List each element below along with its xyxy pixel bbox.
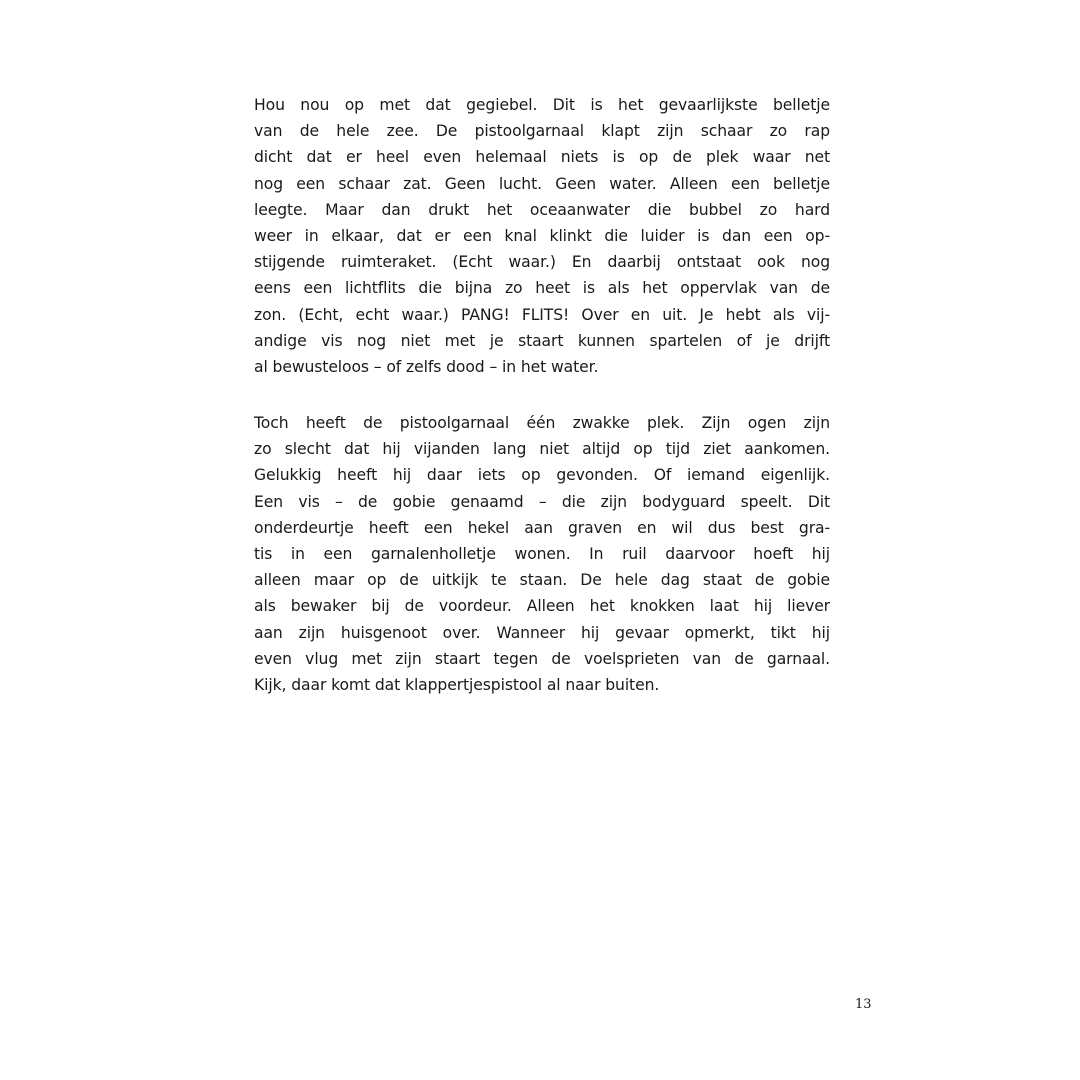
text-line: tis in een garnalenholletje wonen. In ruil daarvoor hoeft hij	[254, 544, 830, 563]
text-line: andige vis nog niet met je staart kunnen spartelen of je drijft	[254, 331, 830, 350]
text-line: nog een schaar zat. Geen lucht. Geen water. Alleen een belletje	[254, 174, 830, 193]
text-line: eens een lichtflits die bijna zo heet is als het oppervlak van de	[254, 279, 830, 298]
text-line: al bewusteloos – of zelfs dood – in het water.	[254, 357, 599, 376]
text-line: dicht dat er heel even helemaal niets is op de plek waar net	[254, 148, 830, 167]
page-number: 13	[855, 997, 872, 1012]
text-line: Toch heeft de pistoolgarnaal één zwakke plek. Zijn ogen zijn	[254, 414, 830, 432]
text-line: stijgende ruimteraket. (Echt waar.) En daarbij ontstaat ook nog	[254, 253, 830, 272]
text-line: weer in elkaar, dat er een knal klinkt die luider is dan een op-	[254, 226, 830, 245]
text-line: leegte. Maar dan drukt het oceaanwater die bubbel zo hard	[254, 200, 830, 219]
text-line: Hou nou op met dat gegiebel. Dit is het gevaarlijkste belletje	[254, 96, 830, 114]
text-line: aan zijn huisgenoot over. Wanneer hij gevaar opmerkt, tikt hij	[254, 623, 830, 642]
text-line: zo slecht dat hij vijanden lang niet altijd op tijd ziet aankomen.	[254, 440, 830, 459]
text-line: zon. (Echt, echt waar.) PANG! FLITS! Over en uit. Je hebt als vij-	[254, 305, 830, 324]
text-line: Kijk, daar komt dat klappertjespistool al naar buiten.	[254, 675, 660, 694]
text-line: onderdeurtje heeft een hekel aan graven en wil dus best gra-	[254, 518, 830, 537]
text-line: Een vis – de gobie genaamd – die zijn bodyguard speelt. Dit	[254, 492, 830, 511]
text-line: even vlug met zijn staart tegen de voelsprieten van de garnaal.	[254, 649, 830, 668]
text-line: alleen maar op de uitkijk te staan. De hele dag staat de gobie	[254, 571, 830, 590]
text-line: als bewaker bij de voordeur. Alleen het knokken laat hij liever	[254, 597, 830, 616]
text-line: Gelukkig heeft hij daar iets op gevonden. Of iemand eigenlijk.	[254, 466, 830, 485]
paragraph-1	[254, 92, 830, 380]
paragraph-2	[254, 410, 830, 698]
text-line: van de hele zee. De pistoolgarnaal klapt zijn schaar zo rap	[254, 122, 830, 141]
